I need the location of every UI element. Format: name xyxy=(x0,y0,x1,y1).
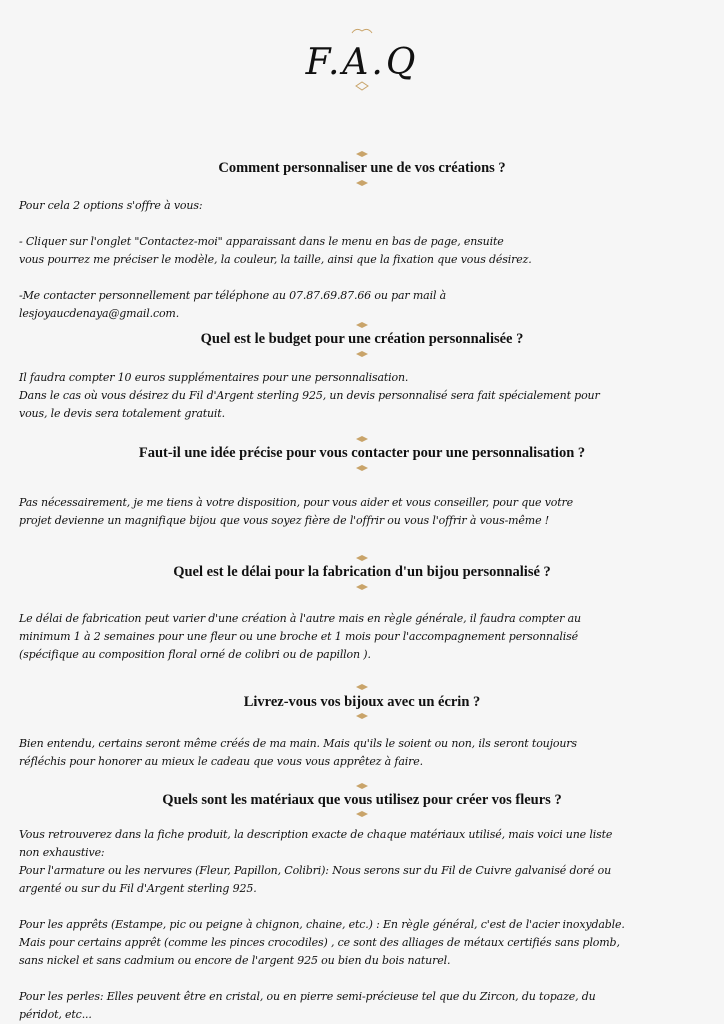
divider-ornament-icon xyxy=(0,683,724,691)
answer-line: - Cliquer sur l'onglet "Contactez-moi" apparaissant dans le menu en bas de page, ensuite xyxy=(19,235,504,248)
answer-line: Bien entendu, certains seront même créés de ma main. Mais qu'ils le soient ou non, ils seront toujours xyxy=(19,737,577,750)
answer-line: Pour l'armature ou les nervures (Fleur, Papillon, Colibri): Nous serons sur du Fil de Cuivre galvanisé doré ou xyxy=(19,864,612,877)
faq-answer-6 xyxy=(19,826,709,1024)
answer-line: Pas nécessairement, je me tiens à votre disposition, pour vous aider et vous conseiller, pour que votre xyxy=(19,496,573,509)
divider-ornament-icon xyxy=(0,179,724,187)
answer-line: minimum 1 à 2 semaines pour une fleur ou une broche et 1 mois pour l'accompagnement personnalisé xyxy=(19,630,578,643)
divider-ornament-icon xyxy=(0,712,724,720)
faq-question-1: Comment personnaliser une de vos créations ? xyxy=(218,160,506,176)
divider-ornament-icon xyxy=(0,150,724,158)
answer-line: argenté ou sur du Fil d'Argent sterling 925. xyxy=(19,882,257,895)
answer-line: Pour les perles: Elles peuvent être en cristal, ou en pierre semi-précieuse tel que du Zircon, du topaze, du xyxy=(19,990,596,1003)
divider-ornament-icon xyxy=(0,554,724,562)
divider-ornament-icon xyxy=(0,810,724,818)
faq-answer-1 xyxy=(19,197,709,323)
answer-line: non exhaustive: xyxy=(19,846,105,859)
page-title: F.A.Q xyxy=(305,42,419,83)
answer-line: Mais pour certains apprêt (comme les pinces crocodiles) , ce sont des alliages de métaux certifiés sans plomb, xyxy=(19,936,620,949)
answer-line xyxy=(19,970,709,988)
answer-line: réfléchis pour honorer au mieux le cadeau que vous vous apprêtez à faire. xyxy=(19,755,423,768)
faq-answer-5 xyxy=(19,735,709,771)
faq-question-3: Faut-il une idée précise pour vous contacter pour une personnalisation ? xyxy=(138,445,586,461)
faq-question-5: Livrez-vous vos bijoux avec un écrin ? xyxy=(243,694,481,710)
answer-line: Pour les apprêts (Estampe, pic ou peigne à chignon, chaine, etc.) : En règle général, c'est de l'acier inoxydable. xyxy=(19,918,625,931)
answer-line xyxy=(19,898,709,916)
faq-question-4: Quel est le délai pour la fabrication d'un bijou personnalisé ? xyxy=(173,564,551,580)
answer-line: Pour cela 2 options s'offre à vous: xyxy=(19,199,203,212)
faq-answer-4 xyxy=(19,610,709,664)
faq-question-2: Quel est le budget pour une création personnalisée ? xyxy=(200,331,524,347)
divider-ornament-icon xyxy=(0,350,724,358)
faq-question-6: Quels sont les matériaux que vous utilisez pour créer vos fleurs ? xyxy=(162,792,562,808)
answer-line: sans nickel et sans cadmium ou encore de l'argent 925 ou bien du bois naturel. xyxy=(19,954,451,967)
answer-line xyxy=(19,269,709,287)
answer-line: vous pourrez me préciser le modèle, la couleur, la taille, ainsi que la fixation que vous désirez. xyxy=(19,253,532,266)
divider-ornament-icon xyxy=(0,321,724,329)
answer-line: -Me contacter personnellement par téléphone au 07.87.69.87.66 ou par mail à xyxy=(19,289,447,302)
divider-ornament-icon xyxy=(0,435,724,443)
divider-ornament-icon xyxy=(0,782,724,790)
title-block xyxy=(0,22,724,97)
answer-line: projet devienne un magnifique bijou que vous soyez fière de l'offrir ou vous l'offrir à vous-même ! xyxy=(19,514,550,527)
answer-line xyxy=(19,215,709,233)
faq-answer-2 xyxy=(19,369,709,423)
answer-line: Dans le cas où vous désirez du Fil d'Argent sterling 925, un devis personnalisé sera fait spécialement pour xyxy=(19,389,600,402)
answer-line: lesjoyaucdenaya@gmail.com. xyxy=(19,307,180,320)
answer-line: Le délai de fabrication peut varier d'une création à l'autre mais en règle générale, il faudra compter au xyxy=(19,612,581,625)
answer-line: (spécifique au composition floral orné de colibri ou de papillon ). xyxy=(19,648,371,661)
faq-answer-3 xyxy=(19,494,709,530)
divider-ornament-icon xyxy=(0,583,724,591)
answer-line: vous, le devis sera totalement gratuit. xyxy=(19,407,225,420)
answer-line: Vous retrouverez dans la fiche produit, la description exacte de chaque matériaux utilisé, mais voici une liste xyxy=(19,828,613,841)
answer-line: Il faudra compter 10 euros supplémentaires pour une personnalisation. xyxy=(19,371,409,384)
divider-ornament-icon xyxy=(0,464,724,472)
answer-line: péridot, etc... xyxy=(19,1008,92,1021)
